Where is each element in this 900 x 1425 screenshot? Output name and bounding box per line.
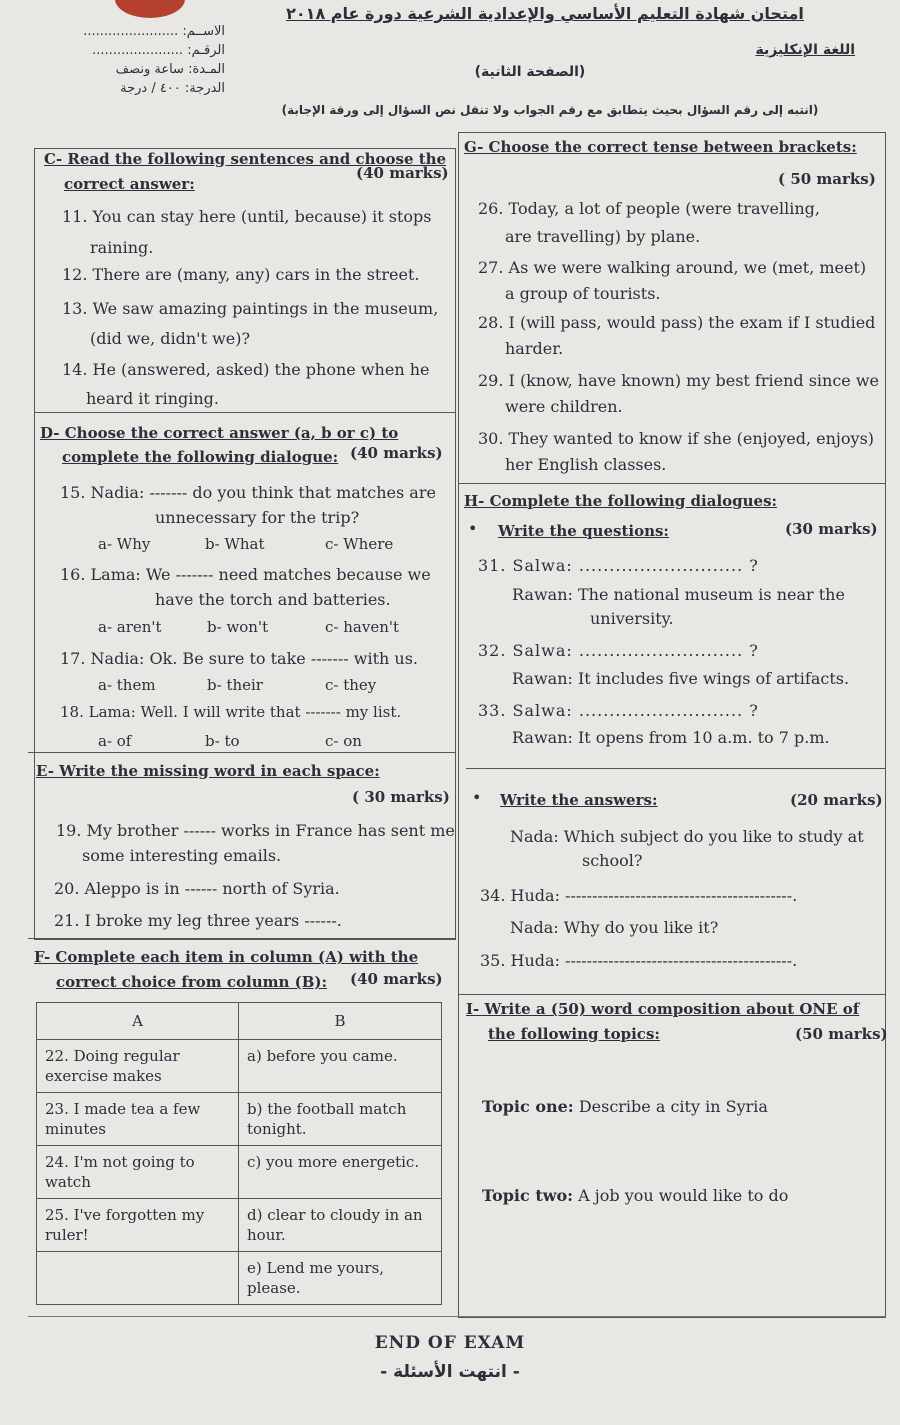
write-answers-label: Write the answers:	[500, 791, 658, 809]
question-15-cont: unnecessary for the trip?	[155, 508, 360, 527]
exam-title: امتحان شهادة التعليم الأساسي والإعدادية الشرعية دورة عام ٢٠١٨	[286, 4, 804, 23]
question-19: 19. My brother ------ works in France has sent me	[56, 821, 455, 840]
q15-option-a: a- Why	[98, 535, 151, 553]
row-22-a: 22. Doing regular exercise makes	[37, 1040, 239, 1093]
row-23-b: b) the football match tonight.	[239, 1093, 442, 1146]
write-questions-label: Write the questions:	[498, 522, 669, 540]
section-e-marks: ( 30 marks)	[352, 788, 450, 806]
section-i-title: I- Write a (50) word composition about ONE of	[466, 1000, 860, 1018]
q17-option-c: c- they	[325, 676, 377, 694]
section-h-title: H- Complete the following dialogues:	[464, 492, 778, 510]
question-28: 28. I (will pass, would pass) the exam if I studied	[478, 313, 876, 332]
q17-option-a: a- them	[98, 676, 156, 694]
matching-table	[36, 1002, 442, 1305]
row-22-b: a) before you came.	[239, 1040, 442, 1093]
question-18: 18. Lama: Well. I will write that ------- my list.	[60, 703, 402, 721]
table-header-row	[37, 1003, 442, 1040]
bullet-icon: •	[468, 519, 478, 538]
question-29-cont: were children.	[505, 397, 623, 416]
bullet-icon: •	[472, 788, 482, 807]
section-c-title: C- Read the following sentences and choose the	[44, 150, 447, 168]
page-label: (الصفحة الثانية)	[474, 64, 586, 80]
question-28-cont: harder.	[505, 339, 564, 358]
answer-32: Rawan: It includes five wings of artifacts.	[512, 669, 850, 688]
question-14: 14. He (answered, asked) the phone when he	[62, 360, 430, 379]
topic-two-label: Topic two:	[482, 1186, 574, 1205]
table-row	[37, 1199, 442, 1252]
table-row	[37, 1093, 442, 1146]
q16-option-b: b- won't	[207, 618, 269, 636]
row-23-a: 23. I made tea a few minutes	[37, 1093, 239, 1146]
section-e-title: E- Write the missing word in each space:	[36, 762, 380, 780]
row-25-a: 25. I've forgotten my ruler!	[37, 1199, 239, 1252]
q18-option-b: b- to	[205, 732, 240, 750]
table-row	[37, 1146, 442, 1199]
question-14-cont: heard it ringing.	[86, 389, 219, 408]
number-line: الرقـم: ......................	[92, 43, 225, 58]
divider-h-i	[458, 994, 886, 995]
section-i-title-2: the following topics:	[488, 1025, 660, 1043]
section-g-marks: ( 50 marks)	[778, 170, 876, 188]
question-26-cont: are travelling) by plane.	[505, 227, 701, 246]
question-35: 35. Huda: ------------------------------------------.	[480, 951, 798, 970]
question-15: 15. Nadia: ------- do you think that matches are	[60, 483, 436, 502]
question-11-cont: raining.	[90, 238, 154, 257]
q16-option-c: c- haven't	[325, 618, 400, 636]
divider-d-e	[28, 752, 456, 753]
question-30-cont: her English classes.	[505, 455, 667, 474]
name-line: الاســم: .......................	[83, 24, 225, 39]
question-29: 29. I (know, have known) my best friend since we	[478, 371, 880, 390]
q17-option-b: b- their	[207, 676, 263, 694]
write-answers-marks: (20 marks)	[790, 791, 883, 809]
question-27: 27. As we were walking around, we (met, meet)	[478, 258, 867, 277]
topic-two	[482, 1183, 788, 1208]
questions-ended: - انتهت الأسئلة -	[380, 1362, 520, 1382]
section-d-marks: (40 marks)	[350, 444, 443, 462]
question-27-cont: a group of tourists.	[505, 284, 661, 303]
write-questions-marks: (30 marks)	[785, 520, 878, 538]
column-b-header: B	[239, 1003, 442, 1040]
question-16-cont: have the torch and batteries.	[155, 590, 391, 609]
row-extra-b: e) Lend me yours, please.	[239, 1252, 442, 1305]
question-16: 16. Lama: We ------- need matches because we	[60, 565, 431, 584]
q15-option-c: c- Where	[325, 535, 394, 553]
section-d-title: D- Choose the correct answer (a, b or c) to	[40, 424, 399, 442]
question-12: 12. There are (many, any) cars in the street.	[62, 265, 420, 284]
question-21: 21. I broke my leg three years ------.	[54, 911, 342, 930]
subject-label: اللغة الإنكليزية	[755, 42, 855, 58]
topic-two-text: A job you would like to do	[578, 1186, 789, 1205]
divider-e-f	[28, 938, 456, 939]
row-24-a: 24. I'm not going to watch	[37, 1146, 239, 1199]
ministry-logo	[115, 0, 185, 18]
row-25-b: d) clear to cloudy in an hour.	[239, 1199, 442, 1252]
q16-option-a: a- aren't	[98, 618, 162, 636]
section-f-marks: (40 marks)	[350, 970, 443, 988]
duration-line: المـدة: ساعة ونصف	[115, 62, 225, 77]
table-row	[37, 1252, 442, 1305]
section-f-title-2: correct choice from column (B):	[56, 973, 328, 991]
section-c-marks: (40 marks)	[356, 164, 449, 182]
divider-h-parts	[466, 768, 886, 769]
column-a-header: A	[37, 1003, 239, 1040]
question-26: 26. Today, a lot of people (were travelling,	[478, 199, 820, 218]
topic-one-text: Describe a city in Syria	[578, 1097, 768, 1116]
q18-option-a: a- of	[98, 732, 132, 750]
answer-31: Rawan: The national museum is near the	[512, 585, 845, 604]
grade-line: الدرجة: ٤٠٠ / درجة	[120, 81, 225, 96]
row-24-b: c) you more energetic.	[239, 1146, 442, 1199]
topic-one	[482, 1094, 768, 1119]
nada-question-1: Nada: Which subject do you like to study at	[510, 827, 864, 846]
table-row	[37, 1040, 442, 1093]
question-34: 34. Huda: ------------------------------------------.	[480, 886, 798, 905]
question-32: 32. Salwa: ........................... ?	[478, 641, 759, 660]
divider-c-d	[34, 412, 456, 413]
question-11: 11. You can stay here (until, because) it stops	[62, 207, 432, 226]
section-i-marks: (50 marks)	[795, 1025, 888, 1043]
nada-question-2: Nada: Why do you like it?	[510, 918, 719, 937]
answer-31-cont: university.	[590, 609, 674, 628]
section-d-title-2: complete the following dialogue:	[62, 448, 339, 466]
instruction-note: (انتبه إلى رقم السؤال بحيث يتطابق مع رقم الجواب ولا تنقل نص السؤال إلى ورقة الإجابة)	[281, 103, 819, 117]
question-13: 13. We saw amazing paintings in the museum,	[62, 299, 439, 318]
question-19-cont: some interesting emails.	[82, 846, 282, 865]
end-of-exam: END OF EXAM	[374, 1333, 526, 1353]
q18-option-c: c- on	[325, 732, 362, 750]
answer-33: Rawan: It opens from 10 a.m. to 7 p.m.	[512, 728, 830, 747]
section-c-title-2: correct answer:	[64, 175, 195, 193]
question-20: 20. Aleppo is in ------ north of Syria.	[54, 879, 340, 898]
nada-question-1-cont: school?	[582, 851, 643, 870]
question-13-cont: (did we, didn't we)?	[90, 329, 251, 348]
student-info-block	[55, 22, 225, 98]
section-g-title: G- Choose the correct tense between brackets:	[464, 138, 857, 156]
question-17: 17. Nadia: Ok. Be sure to take ------- with us.	[60, 649, 418, 668]
question-31: 31. Salwa: ........................... ?	[478, 556, 759, 575]
question-30: 30. They wanted to know if she (enjoyed, enjoys)	[478, 429, 875, 448]
section-f-title: F- Complete each item in column (A) with the	[34, 948, 419, 966]
bottom-rule	[28, 1316, 886, 1317]
row-extra-a	[37, 1252, 239, 1305]
topic-one-label: Topic one:	[482, 1097, 574, 1116]
question-33: 33. Salwa: ........................... ?	[478, 701, 759, 720]
q15-option-b: b- What	[205, 535, 265, 553]
